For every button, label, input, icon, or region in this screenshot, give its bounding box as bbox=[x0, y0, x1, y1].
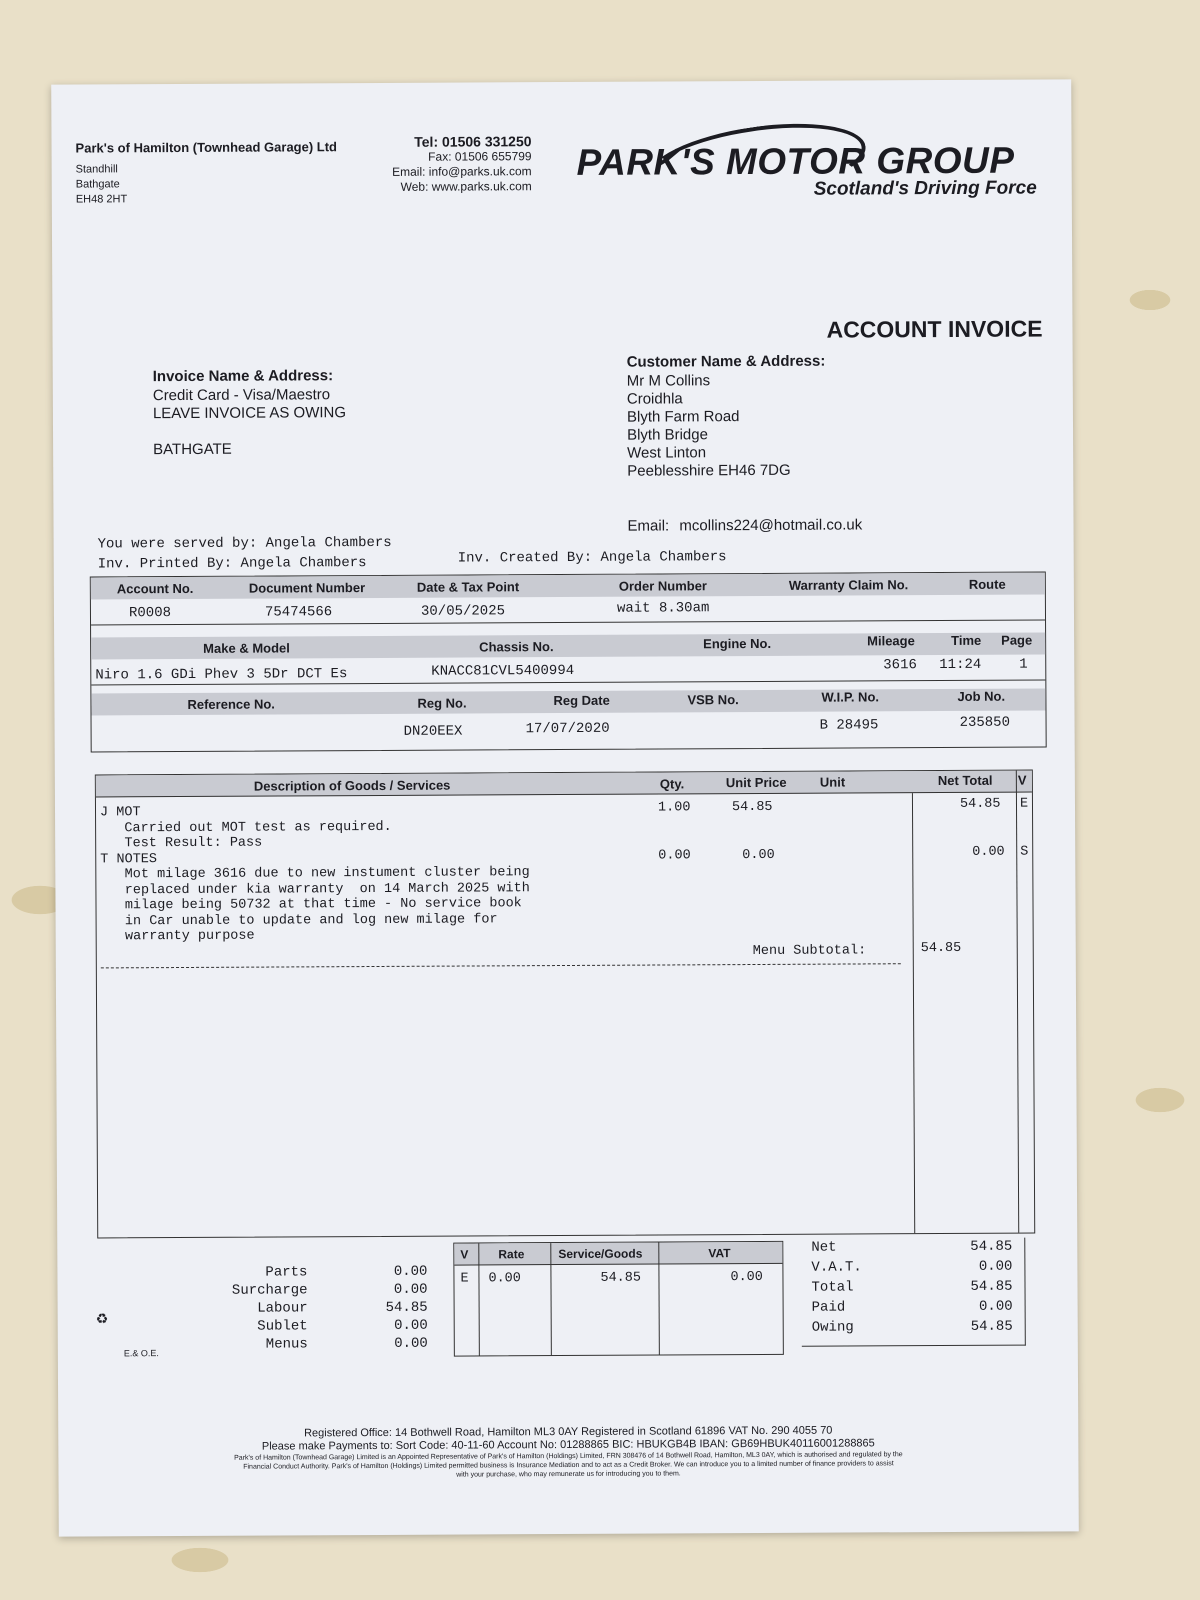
totals-label: V.A.T. bbox=[811, 1259, 862, 1276]
items-header-unit: Unit bbox=[819, 774, 846, 790]
grid-value-row-1 bbox=[91, 594, 1045, 625]
header-warranty-claim: Warranty Claim No. bbox=[788, 577, 909, 593]
header-route: Route bbox=[968, 576, 1006, 592]
menu-subtotal-label: Menu Subtotal: bbox=[752, 943, 867, 960]
totals-value: 54.85 bbox=[970, 1318, 1013, 1335]
logo-main-text: PARK'S MOTOR GROUP bbox=[576, 139, 1015, 183]
company-name: Park's of Hamilton (Townhead Garage) Ltd bbox=[75, 139, 338, 156]
line-item: milage being 50732 at that time - No service book bbox=[100, 896, 522, 914]
header-vsb-no: VSB No. bbox=[687, 692, 739, 708]
breakdown-value: 54.85 bbox=[385, 1299, 428, 1316]
items-lines bbox=[100, 803, 530, 945]
value-reg-no: DN20EEX bbox=[403, 723, 463, 740]
vat-row-vat: 0.00 bbox=[730, 1269, 763, 1286]
header-document-number: Document Number bbox=[248, 580, 366, 596]
customer-address-line: Mr M Collins bbox=[626, 372, 711, 390]
customer-address-line: Blyth Bridge bbox=[627, 426, 708, 444]
company-logo bbox=[576, 129, 1046, 211]
value-make-model: Niro 1.6 GDi Phev 3 5Dr DCT Es bbox=[95, 666, 348, 684]
totals-row bbox=[801, 1278, 1024, 1299]
invoice-totals bbox=[801, 1238, 1026, 1347]
header-page: Page bbox=[1001, 632, 1033, 648]
value-document-number: 75474566 bbox=[264, 604, 333, 621]
customer-address-line: Croidhla bbox=[626, 390, 683, 408]
totals-value: 0.00 bbox=[978, 1258, 1013, 1275]
breakdown-row bbox=[197, 1281, 427, 1300]
breakdown-value: 0.00 bbox=[393, 1281, 428, 1298]
line-text: NOTES bbox=[116, 851, 158, 867]
header-job-no: Job No. bbox=[957, 688, 1006, 704]
page-footer bbox=[118, 1424, 1018, 1482]
vat-header-rate: Rate bbox=[498, 1247, 525, 1262]
customer-email-label: Email: bbox=[627, 517, 670, 535]
logo-tagline: Scotland's Driving Force bbox=[813, 177, 1037, 200]
customer-address-line: West Linton bbox=[627, 444, 707, 462]
company-tel: Tel: 01506 331250 bbox=[414, 133, 532, 150]
line-item: in Car unable to update and log new milage for bbox=[100, 911, 498, 929]
value-job-no: 235850 bbox=[959, 714, 1011, 731]
vat-header-service-goods: Service/Goods bbox=[558, 1246, 643, 1262]
company-address-line: Bathgate bbox=[75, 178, 120, 191]
company-web: Web: www.parks.uk.com bbox=[400, 179, 532, 194]
company-email: Email: info@parks.uk.com bbox=[392, 164, 532, 179]
company-address-line: Standhill bbox=[75, 163, 118, 176]
items-header-row bbox=[96, 771, 1032, 798]
breakdown-value: 0.00 bbox=[394, 1335, 428, 1352]
value-time: 11:24 bbox=[939, 656, 982, 674]
grid-value-row-3 bbox=[92, 710, 1046, 741]
customer-email-row bbox=[627, 516, 862, 535]
invoice-address-heading: Invoice Name & Address: bbox=[152, 367, 334, 386]
header-reg-no: Reg No. bbox=[417, 695, 467, 711]
breakdown-value: 0.00 bbox=[394, 1317, 428, 1334]
totals-label: Total bbox=[811, 1279, 854, 1296]
header-order-number: Order Number bbox=[618, 578, 708, 594]
line-vat-code: S bbox=[1020, 844, 1029, 860]
customer-address-line: Blyth Farm Road bbox=[626, 408, 740, 426]
menu-subtotal-value: 54.85 bbox=[920, 940, 962, 957]
customer-address-block bbox=[627, 353, 826, 481]
totals-row bbox=[801, 1238, 1024, 1259]
line-text: MOT bbox=[116, 805, 141, 821]
value-reg-date: 17/07/2020 bbox=[525, 720, 610, 738]
items-header-net-total: Net Total bbox=[937, 772, 993, 789]
line-net-total: 0.00 bbox=[972, 844, 1005, 860]
totals-row bbox=[801, 1258, 1024, 1279]
document-title: ACCOUNT INVOICE bbox=[826, 315, 1043, 343]
line-unit-price: 54.85 bbox=[731, 799, 773, 816]
header-mileage: Mileage bbox=[867, 633, 915, 649]
footer-legal-2: Financial Conduct Authority. Park's of Hamilton (Holdings) Limited permitted business is Insurance Mediation and to act as a Credit Broker. We can introduce you to a limited number of finance providers to assist bbox=[243, 1460, 894, 1471]
breakdown-row bbox=[198, 1299, 428, 1318]
totals-label: Net bbox=[811, 1239, 837, 1256]
value-wip-no: B 28495 bbox=[819, 717, 879, 734]
line-item: Carried out MOT test as required. bbox=[100, 819, 392, 836]
value-date-tax-point: 30/05/2025 bbox=[420, 603, 506, 620]
totals-value: 54.85 bbox=[970, 1238, 1013, 1255]
line-code: T bbox=[100, 851, 109, 867]
company-contact bbox=[351, 134, 531, 195]
invoice-address-line: Credit Card - Visa/Maestro bbox=[152, 386, 331, 405]
breakdown-label: Surcharge bbox=[231, 1282, 308, 1299]
breakdown-row bbox=[198, 1317, 428, 1336]
eoe-note: E.& O.E. bbox=[123, 1348, 159, 1359]
line-qty: 1.00 bbox=[657, 800, 691, 816]
footer-legal-3: with your purchase, who may remunerate us for introducing you to them. bbox=[456, 1470, 681, 1479]
subtotal-dashed-rule bbox=[101, 963, 901, 968]
vat-row-v: E bbox=[460, 1271, 469, 1287]
printed-by: Inv. Printed By: Angela Chambers bbox=[97, 555, 367, 573]
header-reference-no: Reference No. bbox=[187, 696, 275, 712]
line-item: warranty purpose bbox=[100, 928, 255, 945]
footer-legal-1: Park's of Hamilton (Townhead Garage) Limited is an Appointed Representative of Park's of Hamilton (Holdings) Limited, FRN 308476 of 14 Bothwell Road, Hamilton, ML3 0AY, which is authorised and regulated by the bbox=[234, 1451, 903, 1462]
customer-address-line: Peeblesshire EH46 7DG bbox=[627, 461, 791, 480]
invoice-address-line: LEAVE INVOICE AS OWING bbox=[152, 404, 347, 423]
totals-label: Owing bbox=[811, 1319, 854, 1336]
items-table bbox=[95, 770, 1035, 1239]
value-page: 1 bbox=[1019, 656, 1028, 673]
header-reg-date: Reg Date bbox=[553, 692, 610, 709]
value-mileage: 3616 bbox=[883, 657, 917, 674]
company-fax: Fax: 01506 655799 bbox=[428, 149, 532, 164]
invoice-address-line bbox=[153, 422, 346, 441]
grid-value-row-2 bbox=[91, 654, 1045, 685]
net-column-divider bbox=[912, 793, 915, 1233]
breakdown-label: Labour bbox=[257, 1300, 308, 1317]
header-wip-no: W.I.P. No. bbox=[821, 689, 880, 705]
totals-row bbox=[802, 1318, 1025, 1339]
cost-breakdown bbox=[197, 1263, 427, 1354]
company-address bbox=[76, 162, 128, 207]
line-vat-code: E bbox=[1019, 796, 1029, 812]
items-header-qty: Qty. bbox=[659, 776, 685, 792]
header-account-no: Account No. bbox=[116, 580, 194, 597]
vat-row-service-goods: 54.85 bbox=[600, 1270, 642, 1286]
vat-row-rate: 0.00 bbox=[488, 1271, 521, 1287]
breakdown-row bbox=[197, 1263, 427, 1282]
line-qty: 0.00 bbox=[658, 848, 691, 864]
totals-value: 54.85 bbox=[970, 1278, 1013, 1295]
totals-value: 0.00 bbox=[978, 1298, 1013, 1315]
invoice-address-line: BATHGATE bbox=[153, 440, 232, 459]
created-by: Inv. Created By: Angela Chambers bbox=[457, 549, 727, 567]
totals-row bbox=[802, 1298, 1025, 1319]
value-chassis-no: KNACC81CVL5400994 bbox=[431, 662, 575, 680]
totals-label: Paid bbox=[811, 1299, 846, 1316]
vat-header-row bbox=[454, 1242, 782, 1266]
footer-payment-details: Please make Payments to: Sort Code: 40-11-60 Account No: 01288865 BIC: HBUKGB4B IBAN: GB69HBUK40116001288865 bbox=[261, 1437, 875, 1453]
line-code: J bbox=[99, 805, 109, 821]
breakdown-value: 0.00 bbox=[393, 1263, 428, 1280]
value-order-number: wait 8.30am bbox=[616, 600, 710, 617]
breakdown-label: Menus bbox=[265, 1336, 308, 1353]
vat-header-vat: VAT bbox=[708, 1246, 731, 1261]
line-item bbox=[100, 803, 529, 821]
header-time: Time bbox=[951, 632, 982, 648]
recycle-icon: ♻ bbox=[95, 1310, 109, 1327]
line-unit-price: 0.00 bbox=[742, 847, 775, 864]
v-column-divider bbox=[1016, 771, 1019, 1233]
breakdown-row bbox=[198, 1335, 428, 1354]
footer-registered-office: Registered Office: 14 Bothwell Road, Hamilton ML3 0AY Registered in Scotland 61896 VAT No. 290 4055 70 bbox=[304, 1424, 833, 1440]
header-make-model: Make & Model bbox=[203, 640, 290, 656]
header-engine-no: Engine No. bbox=[703, 635, 772, 652]
invoice-header-grid bbox=[90, 571, 1047, 752]
line-item: replaced under kia warranty on 14 March 2025 with bbox=[100, 880, 530, 898]
company-address-line: EH48 2HT bbox=[75, 193, 128, 206]
vat-header-v: V bbox=[460, 1247, 469, 1262]
header-chassis-no: Chassis No. bbox=[479, 639, 554, 655]
served-by: You were served by: Angela Chambers bbox=[97, 534, 392, 553]
customer-email: mcollins224@hotmail.co.uk bbox=[679, 516, 863, 535]
line-item: Mot milage 3616 due to new instument cluster being bbox=[100, 865, 530, 883]
customer-address-heading: Customer Name & Address: bbox=[626, 352, 826, 371]
line-item: Test Result: Pass bbox=[100, 835, 263, 852]
value-account-no: R0008 bbox=[128, 605, 172, 622]
items-header-v: V bbox=[1017, 772, 1027, 788]
invoice-document bbox=[51, 79, 1079, 1536]
items-header-description: Description of Goods / Services bbox=[253, 777, 451, 794]
line-net-total: 54.85 bbox=[959, 796, 1001, 812]
items-header-unit-price: Unit Price bbox=[725, 774, 787, 791]
breakdown-label: Parts bbox=[265, 1264, 308, 1281]
invoice-address-block bbox=[153, 367, 347, 459]
header-date-tax-point: Date & Tax Point bbox=[416, 579, 520, 595]
vat-table bbox=[453, 1241, 784, 1357]
breakdown-label: Sublet bbox=[257, 1318, 308, 1335]
